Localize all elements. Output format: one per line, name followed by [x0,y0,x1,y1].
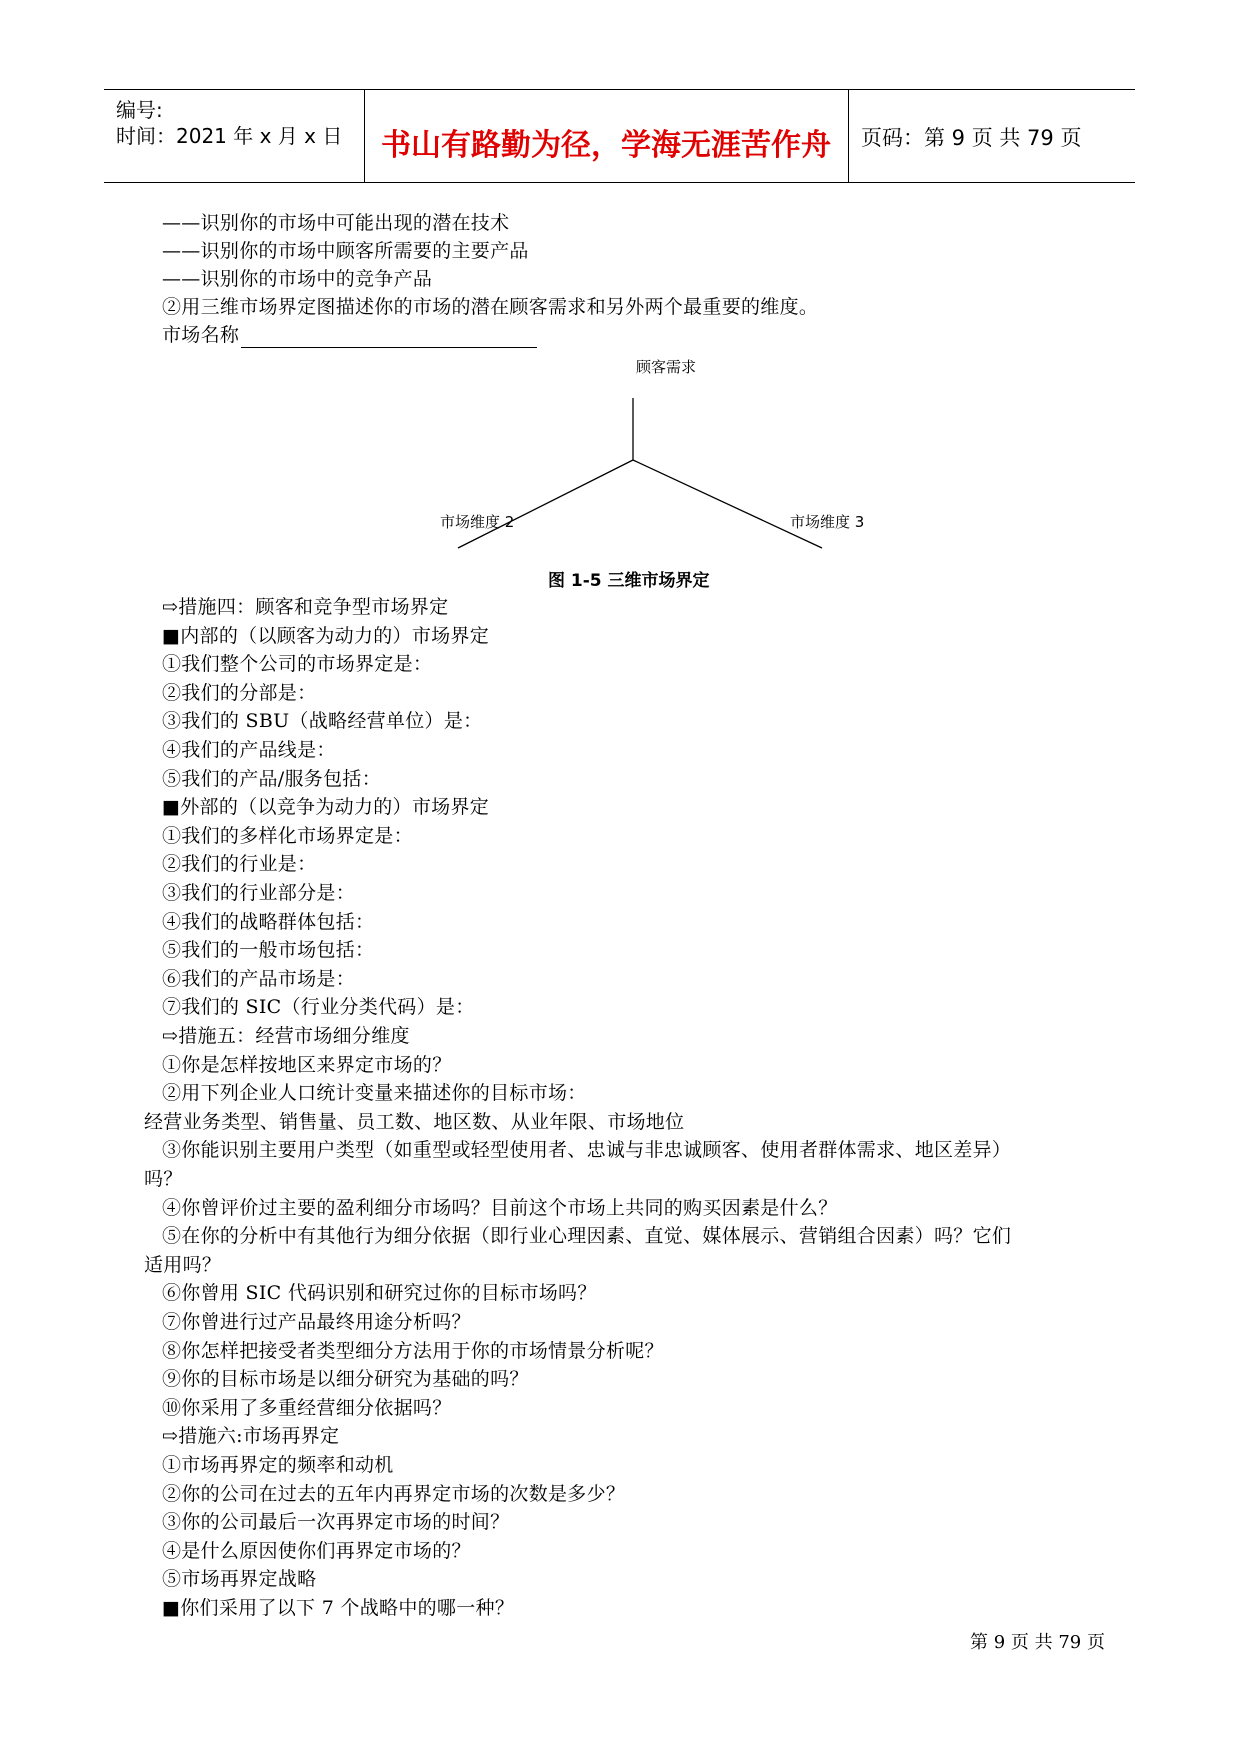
text-line: ②用三维市场界定图描述你的市场的潜在顾客需求和另外两个最重要的维度。 [162,296,819,318]
text-line: ⑤市场再界定战略 [162,1568,317,1591]
text-line: ⑩你采用了多重经营细分依据吗？ [162,1396,452,1419]
market-name-label: 市场名称 [162,324,240,346]
market-name-blank [241,325,537,348]
text-line: ⑨你的目标市场是以细分研究为基础的吗？ [162,1368,529,1391]
text-line: ⇨措施四：顾客和竞争型市场界定 [162,596,449,618]
text-line: ③你能识别主要用户类型（如重型或轻型使用者、忠诚与非忠诚顾客、使用者群体需求、地区差异） [162,1139,1012,1162]
header-motto-cell [364,90,849,182]
diagram-right-label: 市场维度 3 [790,513,865,531]
text-line: ②你的公司在过去的五年内再界定市场的次数是多少？ [162,1482,626,1505]
text-line: ①我们整个公司的市场界定是： [162,653,433,676]
text-line: 经营业务类型、销售量、员工数、地区数、从业年限、市场地位 [144,1110,685,1133]
diagram-axis-right [633,460,822,548]
text-line: ③我们的行业部分是： [162,882,356,904]
diagram-axis-left [458,460,633,548]
diagram-top-label: 顾客需求 [636,358,697,376]
text-line: ⑦你曾进行过产品最终用途分析吗？ [162,1311,471,1333]
text-line: ⑤我们的产品/服务包括： [162,767,382,790]
text-line: ③你的公司最后一次再界定市场的时间？ [162,1511,510,1534]
page-footer: 第 9 页 共 79 页 [970,1632,1105,1653]
text-line: ③我们的 SBU（战略经营单位）是： [162,710,483,733]
three-dimension-diagram [440,350,880,560]
text-line: ①市场再界定的频率和动机 [162,1454,394,1476]
header-motto: 书山有路勤为径，学海无涯苦作舟 [381,128,831,163]
text-line: ④我们的产品线是： [162,739,336,761]
text-line: ①你是怎样按地区来界定市场的？ [162,1053,452,1076]
text-line: ■内部的（以顾客为动力的）市场界定 [162,624,490,647]
text-line: ④你曾评价过主要的盈利细分市场吗？目前这个市场上共同的购买因素是什么？ [162,1196,838,1219]
text-line: ⑥你曾用 SIC 代码识别和研究过你的目标市场吗？ [162,1282,597,1305]
text-line: 适用吗？ [144,1253,222,1276]
text-line: ——识别你的市场中可能出现的潜在技术 [162,212,510,234]
text-line: 吗？ [144,1168,183,1190]
text-line: ——识别你的市场中的竞争产品 [162,268,433,290]
doc-time-label: 时间：2021 年 x 月 x 日 [116,124,343,148]
text-line: ⑦我们的 SIC（行业分类代码）是： [162,996,475,1019]
text-line: ②我们的行业是： [162,853,317,876]
text-line: ⑤我们的一般市场包括： [162,939,375,962]
text-line: ④我们的战略群体包括： [162,910,375,933]
text-line: ④是什么原因使你们再界定市场的？ [162,1539,471,1562]
text-line: ■外部的（以竞争为动力的）市场界定 [162,796,490,819]
page-header [104,89,1135,183]
text-line: ①我们的多样化市场界定是： [162,824,413,847]
text-line: ②我们的分部是： [162,681,317,704]
header-meta-cell [104,90,365,182]
header-page-number: 页码：第 9 页 共 79 页 [861,126,1082,150]
market-name-line [162,322,537,348]
text-line: ②用下列企业人口统计变量来描述你的目标市场： [162,1082,587,1105]
text-line: ⇨措施五：经营市场细分维度 [162,1025,410,1047]
header-page-cell [848,90,1135,182]
text-line: ——识别你的市场中顾客所需要的主要产品 [162,240,529,262]
figure-caption: 图 1-5 三维市场界定 [548,571,710,591]
doc-code-label: 编号: [116,98,163,122]
diagram-left-label: 市场维度 2 [440,513,515,531]
text-line: ⑥我们的产品市场是： [162,967,356,990]
text-line: ⑤在你的分析中有其他行为细分依据（即行业心理因素、直觉、媒体展示、营销组合因素）吗？它们 [162,1225,1012,1248]
text-line: ⑧你怎样把接受者类型细分方法用于你的市场情景分析呢？ [162,1339,664,1362]
text-line: ⇨措施六:市场再界定 [162,1425,340,1448]
text-line: ■你们采用了以下 7 个战略中的哪一种？ [162,1597,515,1619]
